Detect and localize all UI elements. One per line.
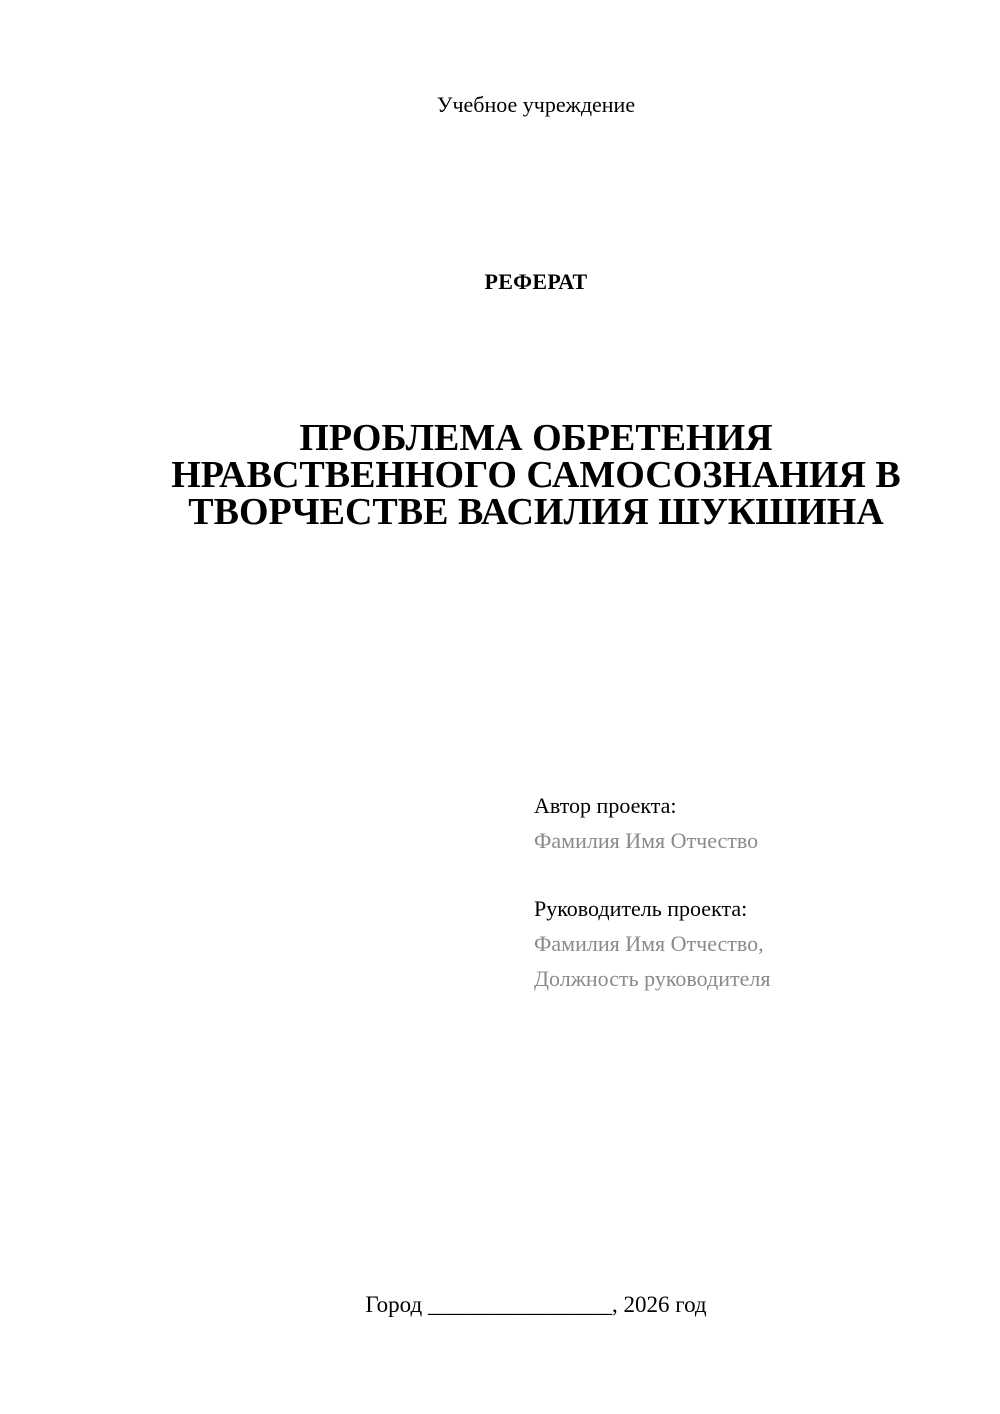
spacer (534, 858, 974, 891)
supervisor-name: Фамилия Имя Отчество, (534, 931, 764, 956)
author-label: Автор проекта: (534, 793, 677, 818)
authors-block (534, 788, 974, 996)
title-line: НРАВСТВЕННОГО САМОСОЗНАНИЯ В (171, 454, 901, 496)
document-type: РЕФЕРАТ (484, 269, 588, 294)
title-line: ТВОРЧЕСТВЕ ВАСИЛИЯ ШУКШИНА (188, 491, 884, 533)
city-year-line: Город ________________, 2026 год (365, 1292, 707, 1317)
document-title (120, 417, 952, 533)
institution-name: Учебное учреждение (436, 92, 636, 117)
supervisor-position: Должность руководителя (534, 966, 771, 991)
title-line: ПРОБЛЕМА ОБРЕТЕНИЯ (299, 417, 773, 459)
supervisor-label: Руководитель проекта: (534, 896, 748, 921)
author-name: Фамилия Имя Отчество (534, 828, 759, 853)
